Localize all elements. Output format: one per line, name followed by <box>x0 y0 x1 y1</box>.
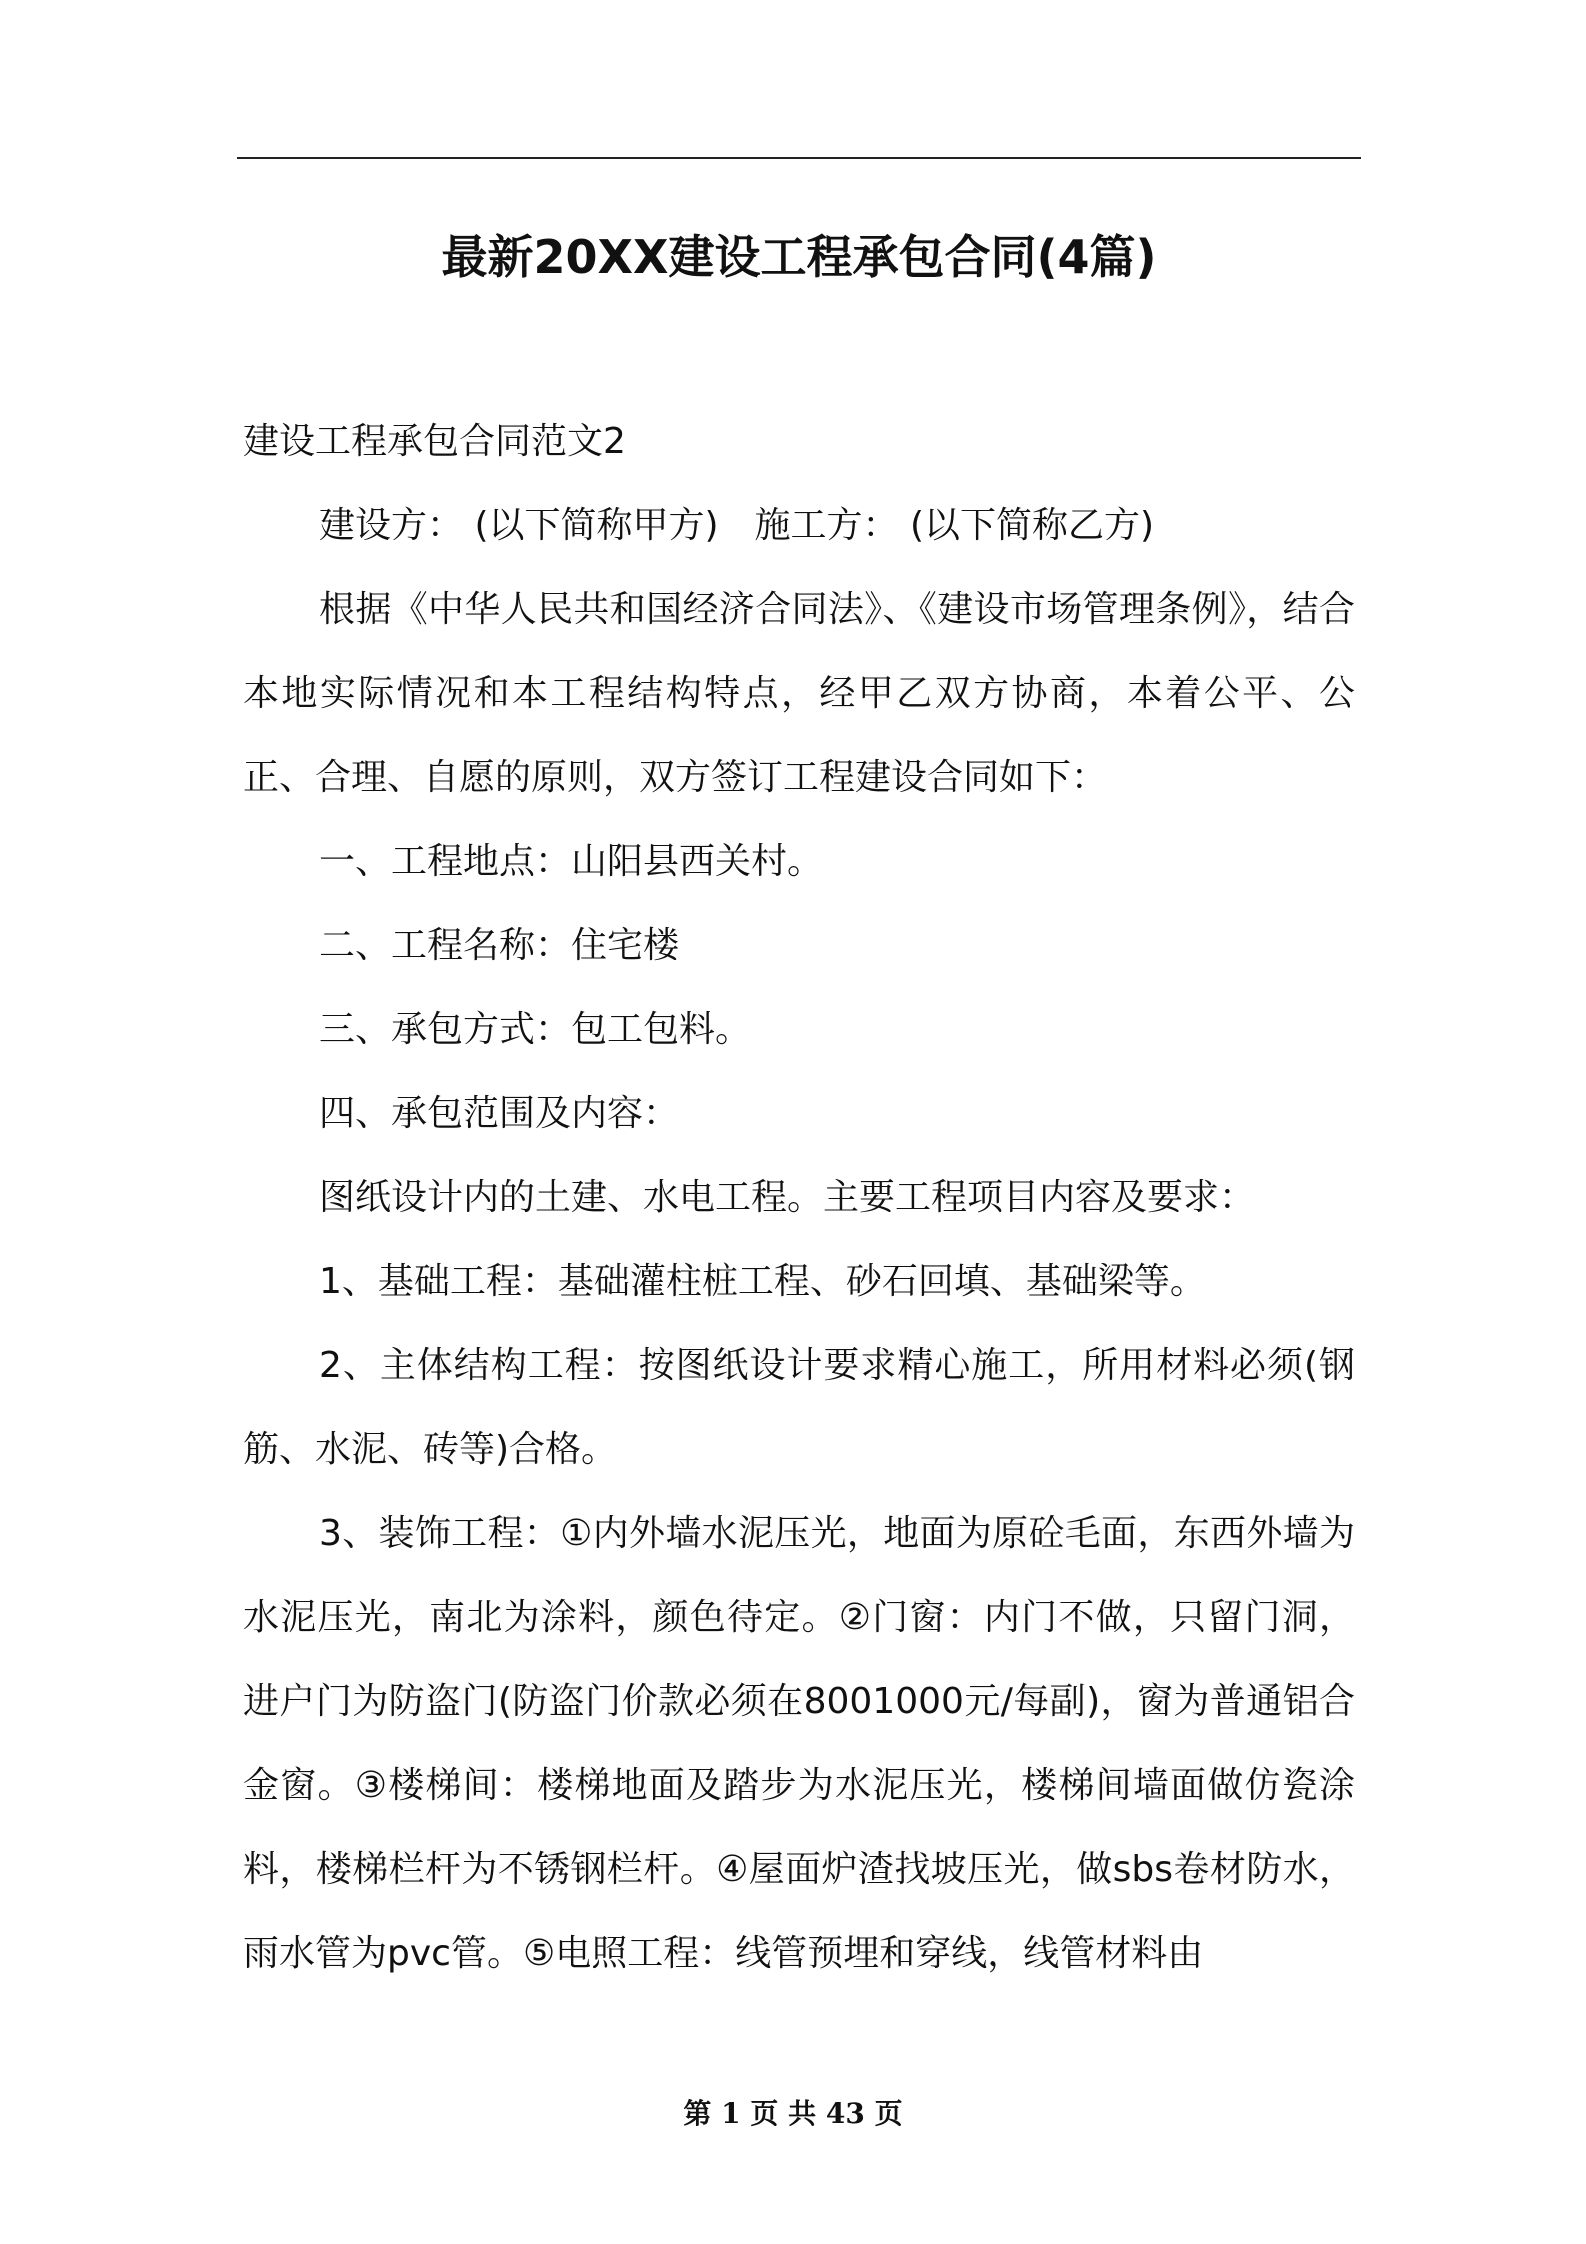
paragraph-scope-heading: 四、承包范围及内容： <box>319 1093 680 1134</box>
paragraph-contract-method: 三、承包方式：包工包料。 <box>319 1009 752 1050</box>
paragraph-project-name: 二、工程名称：住宅楼 <box>319 925 680 966</box>
paragraph-decoration: 3、装饰工程：①内外墙水泥压光，地面为原砼毛面，东西外墙为水泥压光，南北为涂料，颜色待定。②门窗：内门不做，只留门洞，进户门为防盗门(防盗门价款必须在8001000元/每副)，窗为普通铝合金窗。③楼梯间：楼梯地面及踏步为水泥压光，楼梯间墙面做仿瓷涂料，楼梯栏杆为不锈钢栏杆。④屋面炉渣找坡压光，做sbs卷材防水，雨水管为pvc管。⑤电照工程：线管预埋和穿线，线管材料由 <box>243 1513 1355 1974</box>
paragraph-scope-intro: 图纸设计内的土建、水电工程。主要工程项目内容及要求： <box>319 1177 1256 1218</box>
paragraph-location: 一、工程地点：山阳县西关村。 <box>319 841 824 882</box>
page-footer: 第 1 页 共 43 页 <box>683 2097 903 2130</box>
paragraph-main-structure: 2、主体结构工程：按图纸设计要求精心施工，所用材料必须(钢筋、水泥、砖等)合格。 <box>243 1345 1355 1470</box>
paragraph-parties: 建设方： (以下简称甲方) 施工方： (以下简称乙方) <box>319 505 1155 546</box>
document-title: 最新20XX建设工程承包合同(4篇) <box>441 230 1157 284</box>
document-body <box>243 400 1355 1996</box>
paragraph-preamble: 根据《中华人民共和国经济合同法》、《建设市场管理条例》，结合本地实际情况和本工程结构特点，经甲乙双方协商，本着公平、公正、合理、自愿的原则，双方签订工程建设合同如下： <box>243 589 1355 798</box>
section-heading: 建设工程承包合同范文2 <box>243 421 626 462</box>
paragraph-foundation: 1、基础工程：基础灌柱桩工程、砂石回填、基础梁等。 <box>319 1261 1206 1302</box>
header-rule <box>237 157 1361 159</box>
